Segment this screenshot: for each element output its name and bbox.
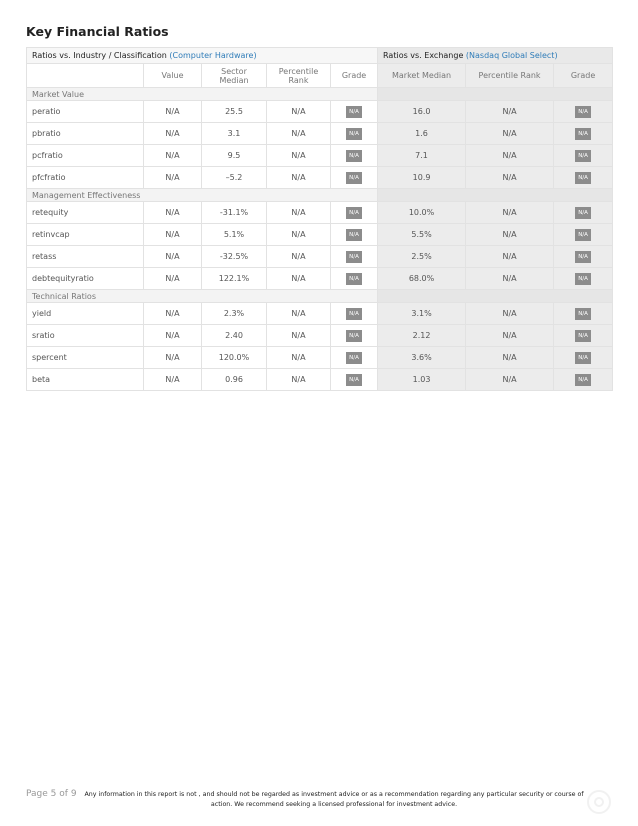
column-header-market-median: Market Median — [378, 64, 466, 88]
grade-badge: N/A — [346, 330, 362, 342]
grade-cell — [331, 246, 378, 268]
exchange-percentile-rank-cell: N/A — [466, 268, 554, 290]
grade-badge: N/A — [575, 352, 591, 364]
grade-badge: N/A — [575, 106, 591, 118]
metric-name: retass — [27, 246, 144, 268]
percentile-rank-cell: N/A — [267, 123, 331, 145]
grade-badge: N/A — [575, 150, 591, 162]
grade-badge: N/A — [346, 172, 362, 184]
table-row — [27, 347, 613, 369]
metric-name: retequity — [27, 202, 144, 224]
section-header-row — [27, 189, 613, 202]
value-cell: N/A — [144, 369, 202, 391]
metric-name: pfcfratio — [27, 167, 144, 189]
exchange-header-label: Ratios vs. Exchange — [383, 51, 466, 60]
table-row — [27, 101, 613, 123]
column-header-exchange-percentile-rank: Percentile Rank — [466, 64, 554, 88]
grade-cell — [331, 224, 378, 246]
exchange-percentile-rank-cell: N/A — [466, 303, 554, 325]
key-ratios-table — [26, 47, 613, 391]
percentile-rank-cell: N/A — [267, 347, 331, 369]
exchange-grade-cell — [554, 145, 613, 167]
percentile-rank-cell: N/A — [267, 224, 331, 246]
sector-median-cell: 0.96 — [202, 369, 267, 391]
grade-cell — [331, 202, 378, 224]
grade-badge: N/A — [346, 308, 362, 320]
metric-name: pbratio — [27, 123, 144, 145]
exchange-percentile-rank-cell: N/A — [466, 369, 554, 391]
value-cell: N/A — [144, 167, 202, 189]
sector-median-cell: -32.5% — [202, 246, 267, 268]
column-header-grade: Grade — [331, 64, 378, 88]
grade-badge: N/A — [575, 273, 591, 285]
percentile-rank-cell: N/A — [267, 101, 331, 123]
exchange-name: (Nasdaq Global Select) — [465, 51, 558, 60]
exchange-percentile-rank-cell: N/A — [466, 145, 554, 167]
grade-badge: N/A — [575, 330, 591, 342]
sector-median-cell: –5.2 — [202, 167, 267, 189]
industry-name: (Computer Hardware) — [169, 51, 257, 60]
metric-name: yield — [27, 303, 144, 325]
grade-badge: N/A — [575, 207, 591, 219]
value-cell: N/A — [144, 268, 202, 290]
grade-badge: N/A — [346, 352, 362, 364]
market-median-cell: 2.12 — [378, 325, 466, 347]
grade-cell — [331, 347, 378, 369]
exchange-grade-cell — [554, 325, 613, 347]
value-cell: N/A — [144, 202, 202, 224]
grade-badge: N/A — [575, 229, 591, 241]
table-column-header-row — [27, 64, 613, 88]
column-header-value: Value — [144, 64, 202, 88]
grade-badge: N/A — [575, 128, 591, 140]
section-title: Market Value — [27, 88, 378, 101]
grade-badge: N/A — [575, 251, 591, 263]
grade-cell — [331, 325, 378, 347]
metric-name: pcfratio — [27, 145, 144, 167]
grade-badge: N/A — [346, 374, 362, 386]
market-median-cell: 5.5% — [378, 224, 466, 246]
page-indicator — [26, 789, 77, 799]
exchange-grade-cell — [554, 167, 613, 189]
market-median-cell: 16.0 — [378, 101, 466, 123]
table-row — [27, 303, 613, 325]
exchange-percentile-rank-cell: N/A — [466, 123, 554, 145]
page-total: 9 — [70, 789, 77, 799]
market-median-cell: 1.6 — [378, 123, 466, 145]
exchange-grade-cell — [554, 101, 613, 123]
grade-badge: N/A — [346, 251, 362, 263]
page-title: Key Financial Ratios — [26, 24, 169, 39]
percentile-rank-cell: N/A — [267, 325, 331, 347]
value-cell: N/A — [144, 145, 202, 167]
exchange-grade-cell — [554, 202, 613, 224]
section-title-filler — [378, 189, 613, 202]
sector-median-cell: -31.1% — [202, 202, 267, 224]
section-title: Technical Ratios — [27, 290, 378, 303]
page-number: 5 — [50, 789, 57, 799]
value-cell: N/A — [144, 246, 202, 268]
market-median-cell: 10.0% — [378, 202, 466, 224]
percentile-rank-cell: N/A — [267, 202, 331, 224]
sector-median-cell: 3.1 — [202, 123, 267, 145]
market-median-cell: 3.1% — [378, 303, 466, 325]
grade-badge: N/A — [575, 172, 591, 184]
disclaimer-text: Any information in this report is not , and should not be regarded as investment advice or as a recommendation regarding any particular security or course of action. We recommend seeking a licensed professional for investment advice. — [84, 791, 584, 808]
percentile-rank-cell: N/A — [267, 369, 331, 391]
brand-logo-icon — [587, 790, 611, 814]
metric-name: spercent — [27, 347, 144, 369]
exchange-percentile-rank-cell: N/A — [466, 347, 554, 369]
table-row — [27, 325, 613, 347]
column-header-metric — [27, 64, 144, 88]
market-median-cell: 1.03 — [378, 369, 466, 391]
section-title-filler — [378, 290, 613, 303]
column-header-exchange-grade: Grade — [554, 64, 613, 88]
table-row — [27, 369, 613, 391]
grade-badge: N/A — [346, 229, 362, 241]
percentile-rank-cell: N/A — [267, 145, 331, 167]
page-of-label: of — [59, 789, 68, 799]
market-median-cell: 10.9 — [378, 167, 466, 189]
metric-name: debtequityratio — [27, 268, 144, 290]
section-header-row — [27, 290, 613, 303]
grade-badge: N/A — [575, 308, 591, 320]
exchange-grade-cell — [554, 268, 613, 290]
grade-badge: N/A — [346, 273, 362, 285]
percentile-rank-cell: N/A — [267, 268, 331, 290]
grade-badge: N/A — [346, 128, 362, 140]
section-title-filler — [378, 88, 613, 101]
grade-badge: N/A — [575, 374, 591, 386]
value-cell: N/A — [144, 303, 202, 325]
exchange-grade-cell — [554, 347, 613, 369]
grade-badge: N/A — [346, 150, 362, 162]
grade-cell — [331, 101, 378, 123]
metric-name: beta — [27, 369, 144, 391]
exchange-grade-cell — [554, 303, 613, 325]
grade-badge: N/A — [346, 207, 362, 219]
sector-median-cell: 120.0% — [202, 347, 267, 369]
table-row — [27, 224, 613, 246]
sector-median-cell: 9.5 — [202, 145, 267, 167]
table-row — [27, 123, 613, 145]
grade-cell — [331, 369, 378, 391]
sector-median-cell: 2.3% — [202, 303, 267, 325]
section-header-row — [27, 88, 613, 101]
percentile-rank-cell: N/A — [267, 167, 331, 189]
grade-cell — [331, 145, 378, 167]
table-row — [27, 268, 613, 290]
exchange-percentile-rank-cell: N/A — [466, 224, 554, 246]
value-cell: N/A — [144, 325, 202, 347]
sector-median-cell: 2.40 — [202, 325, 267, 347]
exchange-percentile-rank-cell: N/A — [466, 246, 554, 268]
metric-name: retinvcap — [27, 224, 144, 246]
grade-cell — [331, 167, 378, 189]
table-row — [27, 167, 613, 189]
grade-cell — [331, 123, 378, 145]
table-row — [27, 246, 613, 268]
percentile-rank-cell: N/A — [267, 246, 331, 268]
value-cell: N/A — [144, 101, 202, 123]
value-cell: N/A — [144, 224, 202, 246]
market-median-cell: 68.0% — [378, 268, 466, 290]
market-median-cell: 3.6% — [378, 347, 466, 369]
exchange-percentile-rank-cell: N/A — [466, 101, 554, 123]
exchange-grade-cell — [554, 224, 613, 246]
exchange-grade-cell — [554, 123, 613, 145]
metric-name: peratio — [27, 101, 144, 123]
column-header-percentile-rank: Percentile Rank — [267, 64, 331, 88]
exchange-percentile-rank-cell: N/A — [466, 202, 554, 224]
table-row — [27, 145, 613, 167]
exchange-grade-cell — [554, 246, 613, 268]
section-title: Management Effectiveness — [27, 189, 378, 202]
grade-cell — [331, 268, 378, 290]
table-group-header-row — [27, 48, 613, 64]
value-cell: N/A — [144, 347, 202, 369]
exchange-percentile-rank-cell: N/A — [466, 167, 554, 189]
percentile-rank-cell: N/A — [267, 303, 331, 325]
market-median-cell: 2.5% — [378, 246, 466, 268]
industry-header-label: Ratios vs. Industry / Classification — [32, 51, 170, 60]
exchange-group-header — [378, 48, 613, 64]
metric-name: sratio — [27, 325, 144, 347]
exchange-percentile-rank-cell: N/A — [466, 325, 554, 347]
page-label: Page — [26, 789, 48, 799]
exchange-grade-cell — [554, 369, 613, 391]
sector-median-cell: 25.5 — [202, 101, 267, 123]
sector-median-cell: 5.1% — [202, 224, 267, 246]
market-median-cell: 7.1 — [378, 145, 466, 167]
table-row — [27, 202, 613, 224]
sector-median-cell: 122.1% — [202, 268, 267, 290]
grade-cell — [331, 303, 378, 325]
column-header-sector-median: Sector Median — [202, 64, 267, 88]
value-cell: N/A — [144, 123, 202, 145]
grade-badge: N/A — [346, 106, 362, 118]
industry-group-header — [27, 48, 378, 64]
